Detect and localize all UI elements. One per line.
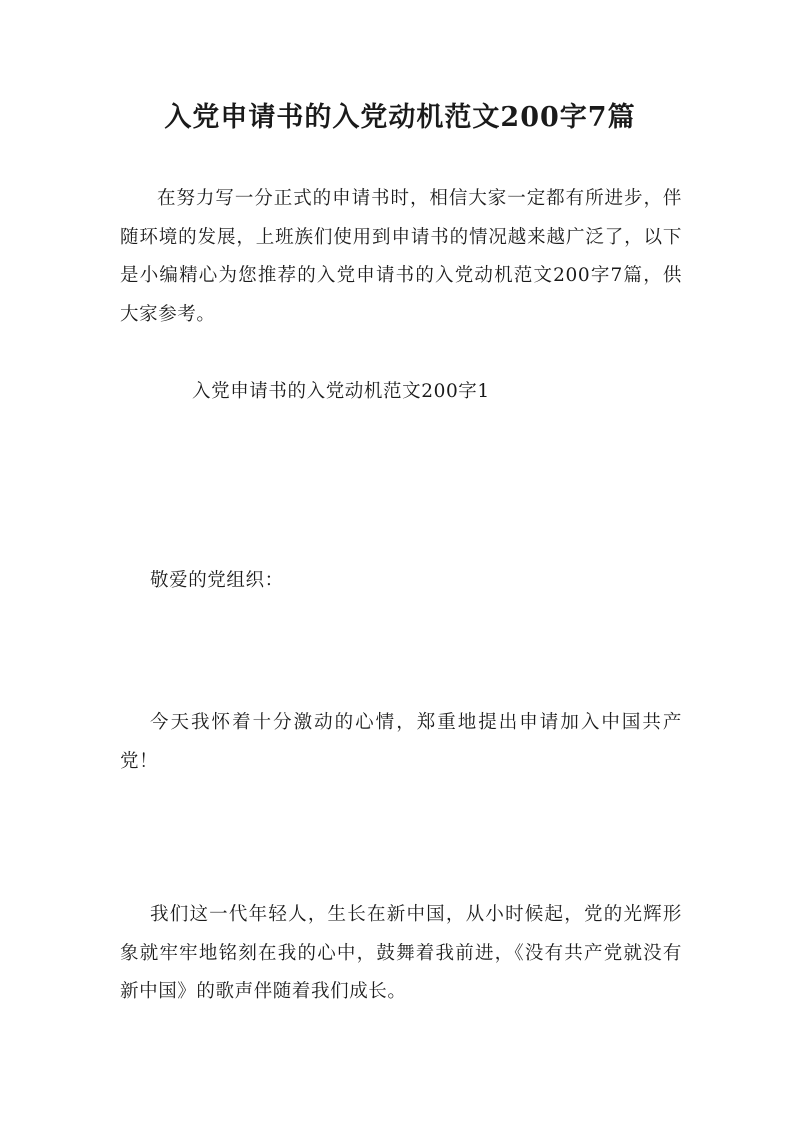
intro-paragraph: 在努力写一分正式的申请书时，相信大家一定都有所进步，伴随环境的发展，上班族们使用到申请书的情况越来越广泛了，以下是小编精心为您推荐的入党申请书的入党动机范文200字7篇，供大家参考。 xyxy=(120,188,682,326)
body-paragraph-2: 我们这一代年轻人，生长在新中国，从小时候起，党的光辉形象就牢牢地铭刻在我的心中，鼓舞着我前进，《没有共产党就没有新中国》的歌声伴随着我们成长。 xyxy=(120,904,682,1003)
document-title: 入党申请书的入党动机范文200字7篇 xyxy=(164,102,636,133)
body-paragraph-1: 今天我怀着十分激动的心情，郑重地提出申请加入中国共产党！ xyxy=(120,712,682,772)
salutation: 敬爱的党组织： xyxy=(150,570,284,591)
section-heading: 入党申请书的入党动机范文200字1 xyxy=(192,381,490,402)
